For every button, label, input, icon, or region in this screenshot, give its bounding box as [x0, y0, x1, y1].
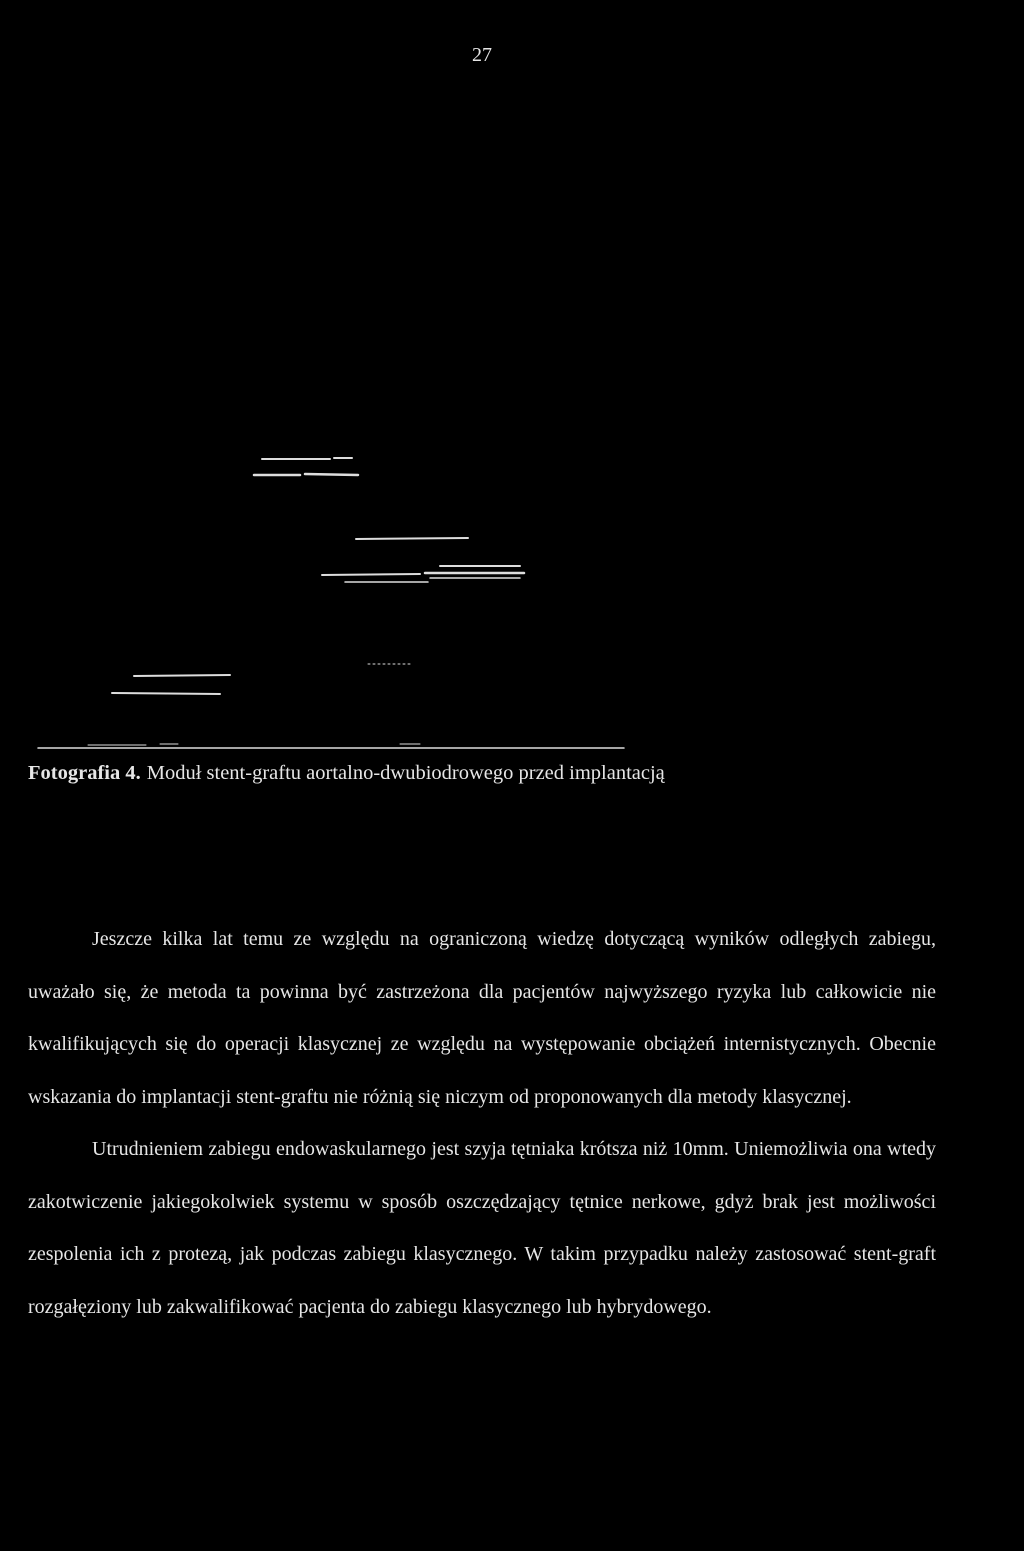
photo-fragment — [134, 675, 230, 676]
figure-caption — [28, 762, 665, 785]
paragraph: Jeszcze kilka lat temu ze względu na ograniczoną wiedzę dotyczącą wyników odległych zabiegu, uważało się, że metoda ta powinna być zastrzeżona dla pacjentów najwyższego ryzyka lub całkowicie nie kwalifikujących się do operacji klasycznej ze względu na występowanie obciążeń internistycznych. Obecnie wskazania do implantacji stent-graftu nie różnią się niczym od proponowanych dla metody klasycznej. — [28, 928, 936, 1108]
figure-label: Fotografia 4. — [28, 762, 141, 784]
paragraph: Utrudnieniem zabiegu endowaskularnego jest szyja tętniaka krótsza niż 10mm. Uniemożliwia ona wtedy zakotwiczenie jakiegokolwiek systemu w sposób oszczędzający tętnice nerkowe, gdyż brak jest możliwości zespolenia ich z protezą, jak podczas zabiegu klasycznego. W takim przypadku należy zastosować stent-graft rozgałęziony lub zakwalifikować pacjenta do zabiegu klasycznego lub hybrydowego. — [28, 1138, 936, 1318]
photo-fragment — [356, 538, 468, 539]
figure-caption-text: Moduł stent-graftu aortalno-dwubiodrowego przed implantacją — [146, 762, 665, 784]
stent-graft-photo — [0, 440, 1024, 760]
body-text — [28, 913, 936, 1333]
page-number: 27 — [472, 44, 492, 66]
